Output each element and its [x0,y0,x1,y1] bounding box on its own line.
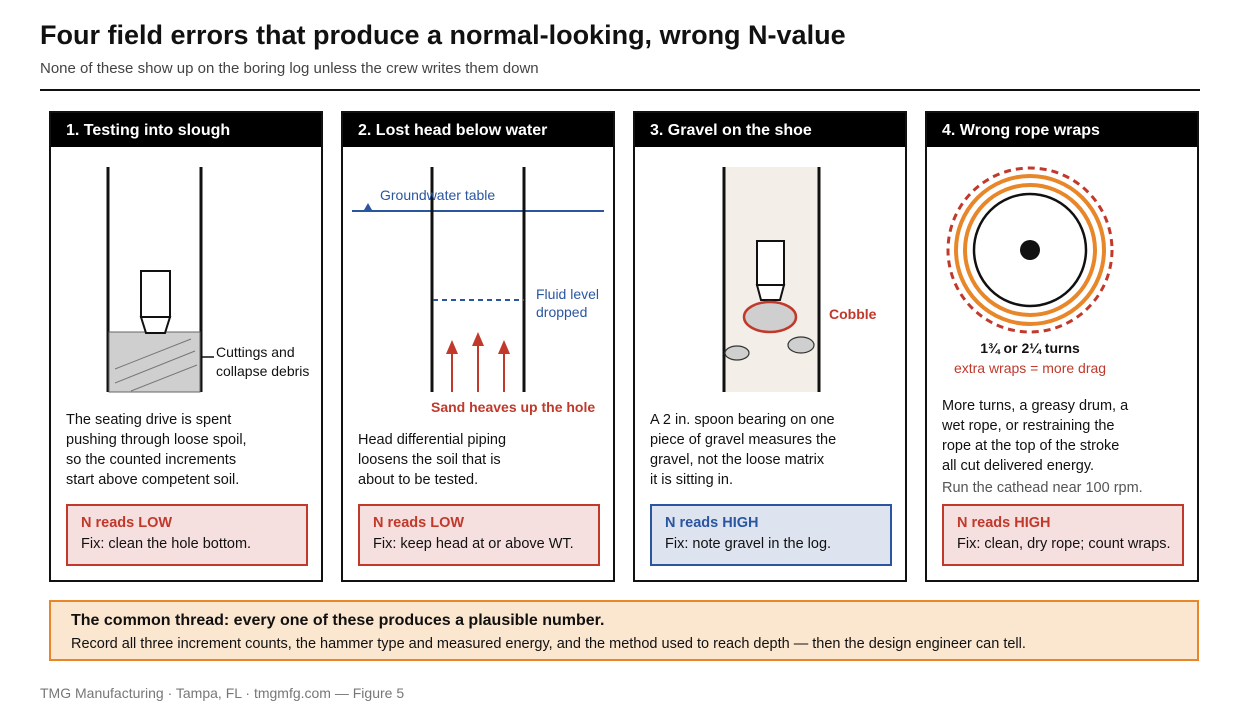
heave-arrowhead [472,332,484,346]
cobble-label: Cobble [829,306,877,322]
debris-label-line: collapse debris [216,363,310,379]
description-line: loosens the soil that is [358,452,501,468]
panel-gravel-on-shoe [633,111,907,582]
description-line: all cut delivered energy. [942,458,1095,474]
description-line: pushing through loose spoil, [66,432,247,448]
panel-heading: 1. Testing into slough [51,113,321,147]
header-divider [40,89,1200,91]
verdict-label: N reads LOW [373,515,465,531]
description-line: The seating drive is spent [66,412,232,428]
split-spoon-sampler [757,241,784,285]
sampler-shoe [141,317,170,333]
cathead-note: Run the cathead near 100 rpm. [942,480,1143,496]
lost-head-diagram [343,147,613,415]
turns-label: 1¾ or 2¼ turns [980,340,1080,356]
heave-label: Sand heaves up the hole [431,399,596,415]
fluid-label-line: dropped [536,304,588,320]
fix-text: Fix: note gravel in the log. [665,536,832,552]
callout-body: Record all three increment counts, the hammer type and measured energy, and the method used to reach depth — then the design engineer can tell. [71,636,1026,652]
panel-testing-into-slough [49,111,323,582]
description-line: gravel, not the loose matrix [650,452,825,468]
cobble [744,302,796,332]
split-spoon-sampler [141,271,170,317]
panel-description [358,430,506,490]
verdict-box-low [66,504,308,566]
water-table-marker [364,203,372,210]
panel-lost-head [341,111,615,582]
page-title: Four field errors that produce a normal-looking, wrong N-value [40,20,846,50]
heave-arrowhead [498,340,510,354]
fix-text: Fix: clean, dry rope; count wraps. [957,536,1171,552]
page-subtitle: None of these show up on the boring log unless the crew writes them down [40,60,539,77]
verdict-box-high [650,504,892,566]
description-line: Head differential piping [358,432,507,448]
description-line: More turns, a greasy drum, a [942,398,1129,414]
panel-description [942,396,1143,498]
description-line: it is sitting in. [650,472,733,488]
heave-arrowhead [446,340,458,354]
panel-description [66,410,247,490]
description-line: wet rope, or restraining the [942,418,1115,434]
gravel-diagram [635,147,905,411]
description-line: about to be tested. [358,472,479,488]
drum-axle [1020,240,1040,260]
panel-rope-wraps [925,111,1199,582]
sampler-shoe [757,285,784,300]
callout-heading: The common thread: every one of these produces a plausible number. [71,612,605,629]
verdict-label: N reads LOW [81,515,173,531]
panel-heading: 4. Wrong rope wraps [927,113,1197,147]
verdict-label: N reads HIGH [665,515,759,531]
fix-text: Fix: clean the hole bottom. [81,536,252,552]
debris-label-line: Cuttings and [216,344,295,360]
drag-label: extra wraps = more drag [953,360,1107,376]
description-line: so the counted increments [66,452,237,468]
description-line: rope at the top of the stroke [942,438,1120,454]
slough-diagram [51,147,321,411]
footer-credit: TMG Manufacturing · Tampa, FL · tmgmfg.com — Figure 5 [40,685,405,701]
verdict-box-low [358,504,600,566]
description-line: start above competent soil. [66,472,240,488]
verdict-box-high [942,504,1184,566]
panel-heading: 3. Gravel on the shoe [635,113,905,147]
verdict-label: N reads HIGH [957,515,1051,531]
panel-heading: 2. Lost head below water [343,113,613,147]
groundwater-label: Groundwater table [380,187,496,203]
fluid-label-line: Fluid level [536,286,600,302]
description-line: piece of gravel measures the [650,432,837,448]
gravel-piece [725,346,749,360]
fix-text: Fix: keep head at or above WT. [373,536,574,552]
cathead-diagram [927,147,1197,411]
description-line: A 2 in. spoon bearing on one [650,412,835,428]
gravel-piece [788,337,814,353]
common-thread-callout [49,600,1199,661]
panel-description [650,410,836,490]
